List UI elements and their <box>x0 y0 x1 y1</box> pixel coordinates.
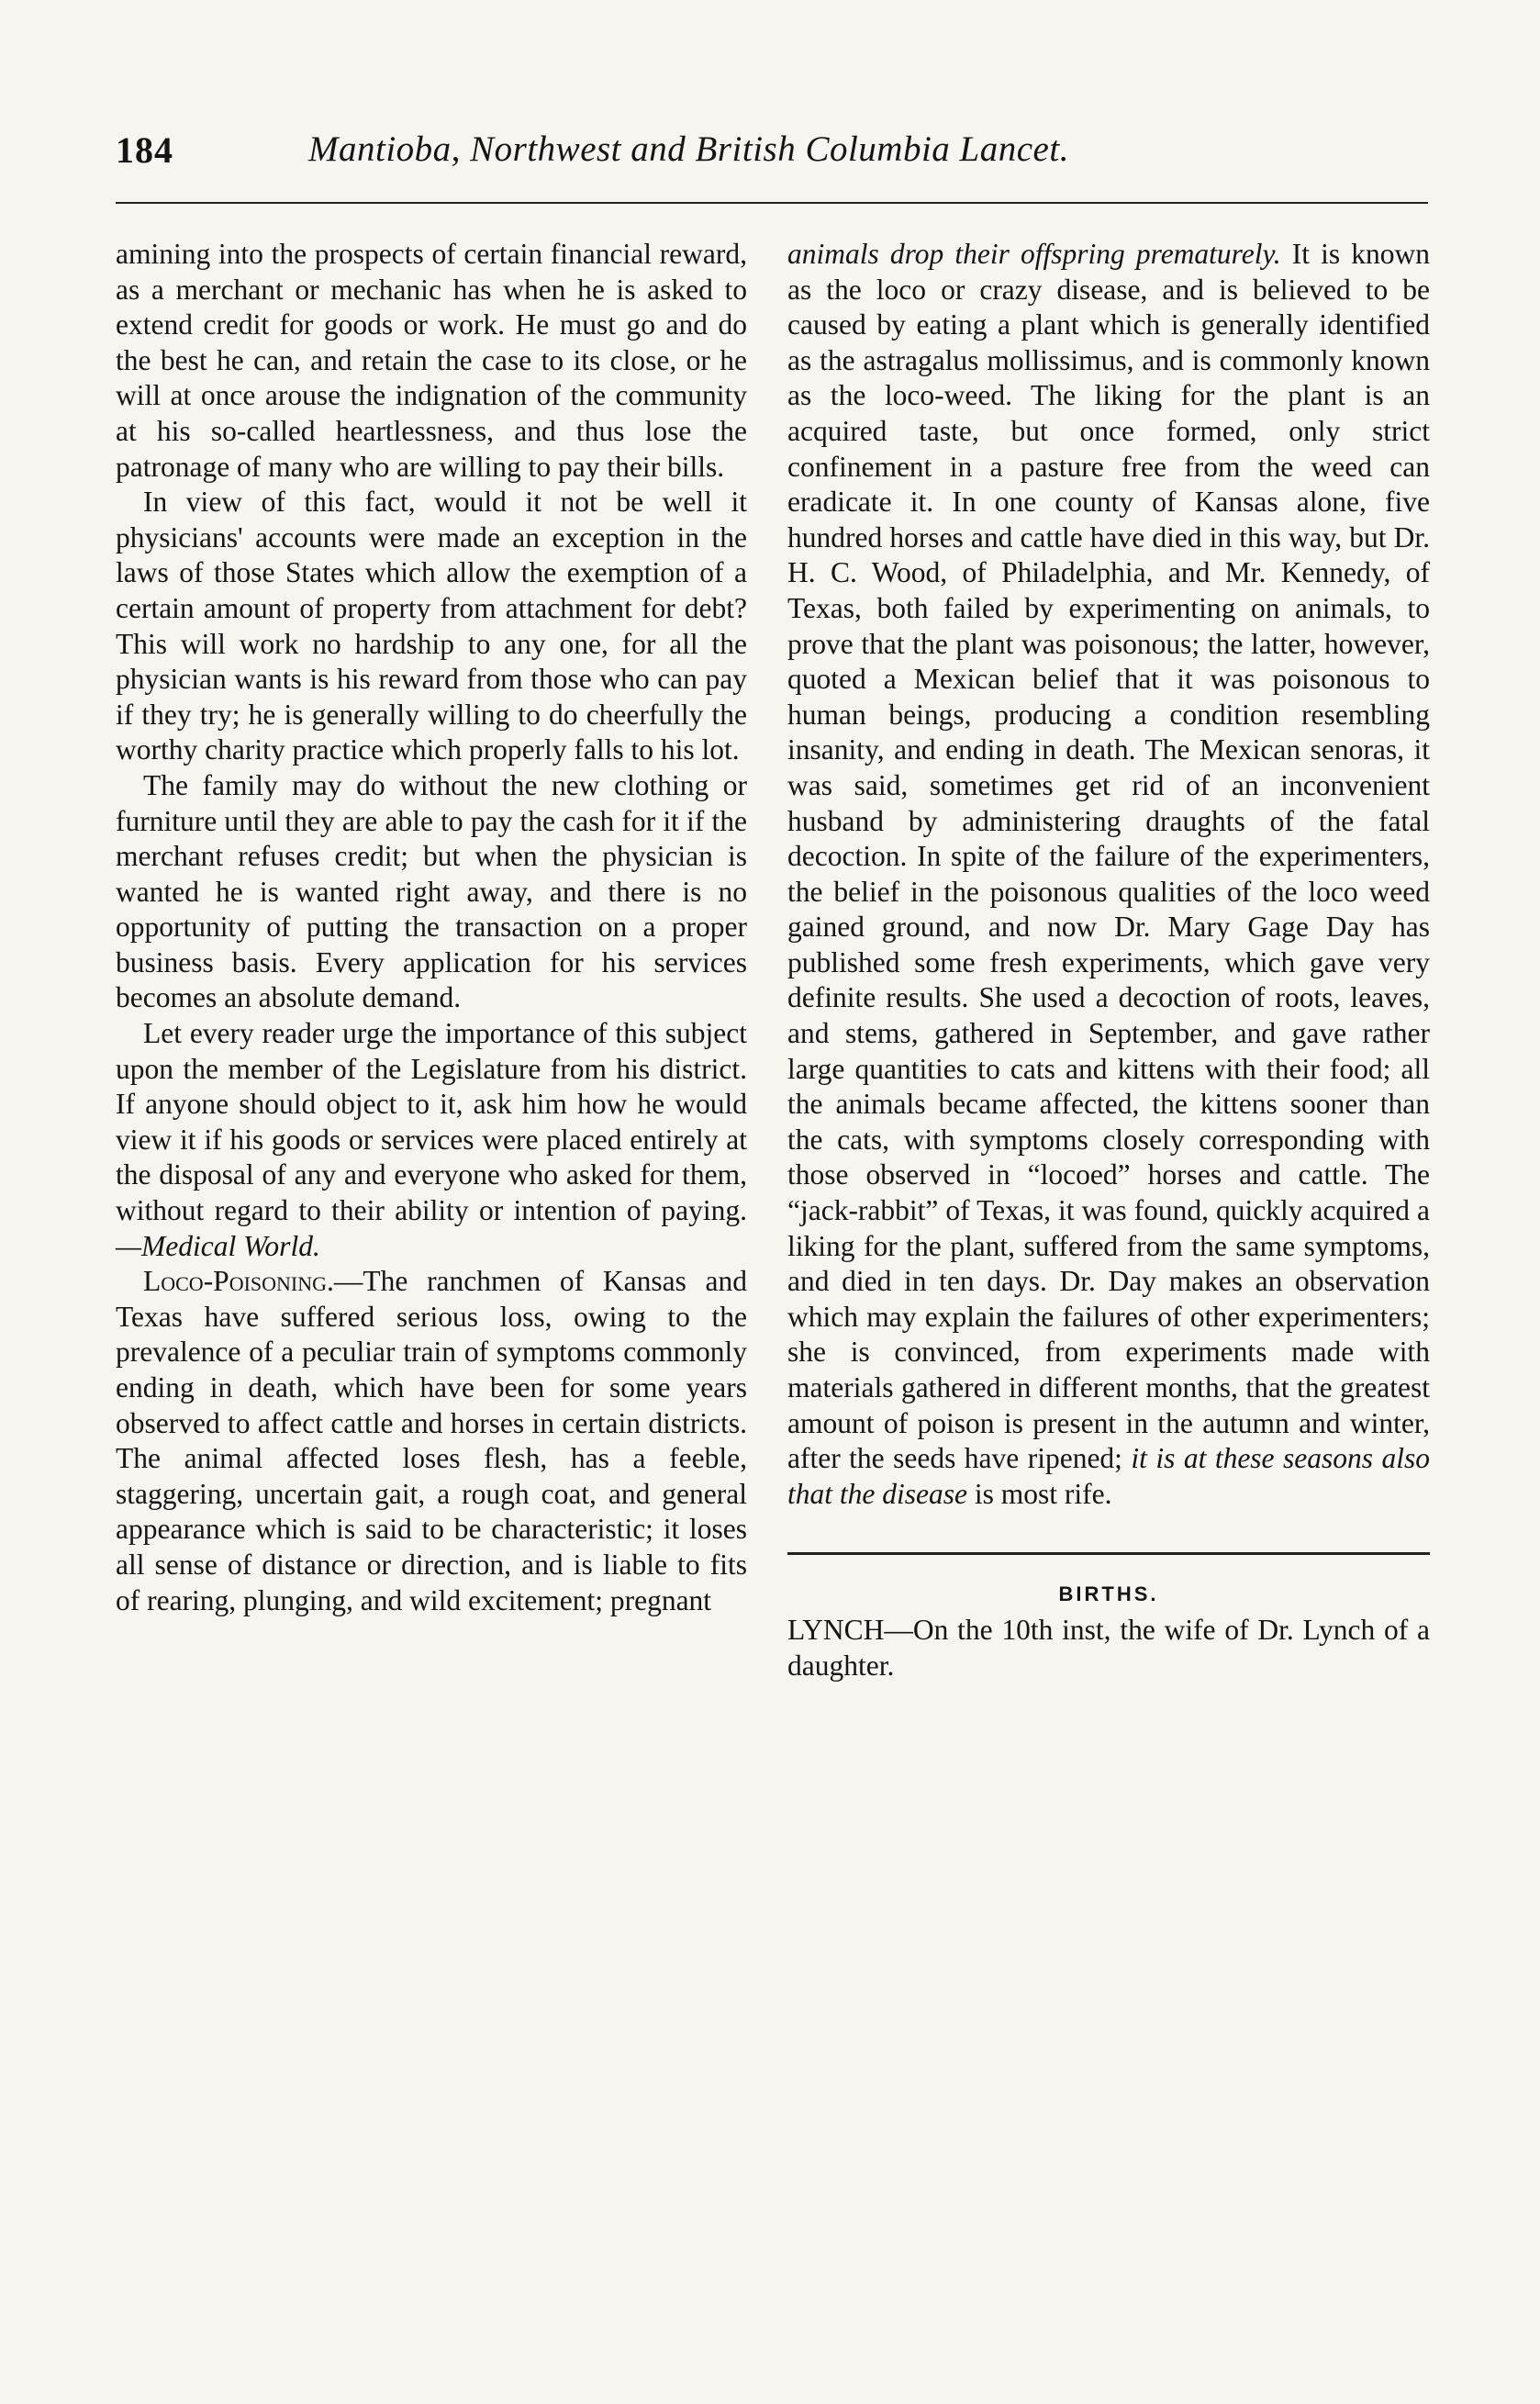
section-run-in-heading: Loco-Poisoning. <box>143 1265 334 1298</box>
paragraph-family: The family may do without the new clothing or furniture until they are able to pay the cash for it if the merchant refuses credit; but when the physician is wanted he is wanted right away, and there is no opportunity of putting the transaction on a proper business basis. Every application for his services becomes an absolute demand. <box>116 768 747 1014</box>
page-header <box>116 129 1428 176</box>
source-citation: —Medical World. <box>116 1229 320 1262</box>
left-column <box>116 237 747 1618</box>
loco-continued-text: It is known as the loco or crazy disease, and is believed to be caused by eating a plant which is generally identified as the astragalus mollissimus, and is commonly known as the loco-weed. The liking for the plant is an acquired taste, but once formed, only strict confinement in a pasture free from the weed can eradicate it. In one county of Kansas alone, five hundred horses and cattle have died in this way, but Dr. H. C. Wood, of Philadelphia, and Mr. Kennedy, of Texas, both failed by experimenting on animals, to prove that the plant was poisonous; the latter, however, quoted a Mexican belief that it was poisonous to human beings, producing a condition resembling insanity, and ending in death. The Mexican senoras, it was said, sometimes get rid of an inconvenient husband by administering draughts of the fatal decoction. In spite of the failure of the experimenters, the belief in the poisonous qualities of the loco weed gained ground, and now Dr. Mary Gage Day has published some fresh experiments, which gave very definite results. She used a decoction of roots, leaves, and stems, gathered in September, and gave rather large quantities to cats and kittens with their food; all the animals became affected, the kittens sooner than the cats, with symptoms closely corresponding with those observed in “locoed” horses and cattle. The “jack-rabbit” of Texas, it was found, quickly acquired a liking for the plant, suffered from the same symptoms, and died in ten days. Dr. Day makes an observation which may explain the failures of other experimenters; she is convinced, from experiments made with materials gathered in different months, that the greatest amount of poison is present in the autumn and winter, after the seeds have ripened; <box>787 238 1430 1475</box>
paragraph-loco-poisoning <box>116 1264 747 1618</box>
header-rule <box>116 202 1428 204</box>
paragraph-loco-continued <box>787 237 1430 1512</box>
right-column <box>787 237 1430 1683</box>
loco-poisoning-text: —The ranchmen of Kansas and Texas have suffered serious loss, owing to the prevalence of a peculiar train of symptoms commonly ending in death, which have been for some years observed to affect cattle and horses in certain districts. The animal affected loses flesh, has a feeble, staggering, uncertain gait, a rough coat, and general appearance which is said to be characteristic; it loses all sense of distance or direction, and is liable to fits of rearing, plunging, and wild excitement; pregnant <box>116 1265 747 1616</box>
legislature-text: Let every reader urge the importance of this subject upon the member of the Legislature from his district. If anyone should object to it, ask him how he would view it if his goods or services were placed entirely at the disposal of any and everyone who asked for them, without regard to their ability or intention of paying. <box>116 1017 747 1227</box>
paragraph-legislature <box>116 1016 747 1264</box>
births-heading: BIRTHS. <box>1058 1582 1159 1606</box>
closing-italic-text: it is at these seasons also that the disease <box>787 1442 1430 1510</box>
birth-announcement: LYNCH—On the 10th inst, the wife of Dr. Lynch of a daughter. <box>787 1613 1430 1682</box>
paragraph-physicians-accounts: In view of this fact, would it not be well it physicians' accounts were made an exception in the laws of those States which allow the exemption of a certain amount of property from attachment for debt? This will work no hardship to any one, for all the physician wants is his reward from those who can pay if they try; he is generally willing to do cheerfully the worthy charity practice which properly falls to his lot. <box>116 486 747 766</box>
continued-italic-text: animals drop their offspring prematurely. <box>787 238 1281 270</box>
running-title: Mantioba, Northwest and British Columbia Lancet. <box>308 129 1069 169</box>
paragraph-continued: amining into the prospects of certain financial reward, as a merchant or mechanic has when he is asked to extend credit for goods or work. He must go and do the best he can, and retain the case to its close, or he will at once arouse the indignation of the community at his so-called heartlessness, and thus lose the patronage of many who are willing to pay their bills. <box>116 238 747 483</box>
closing-text: is most rife. <box>974 1477 1112 1510</box>
section-divider <box>787 1552 1430 1555</box>
page-number: 184 <box>116 129 173 171</box>
